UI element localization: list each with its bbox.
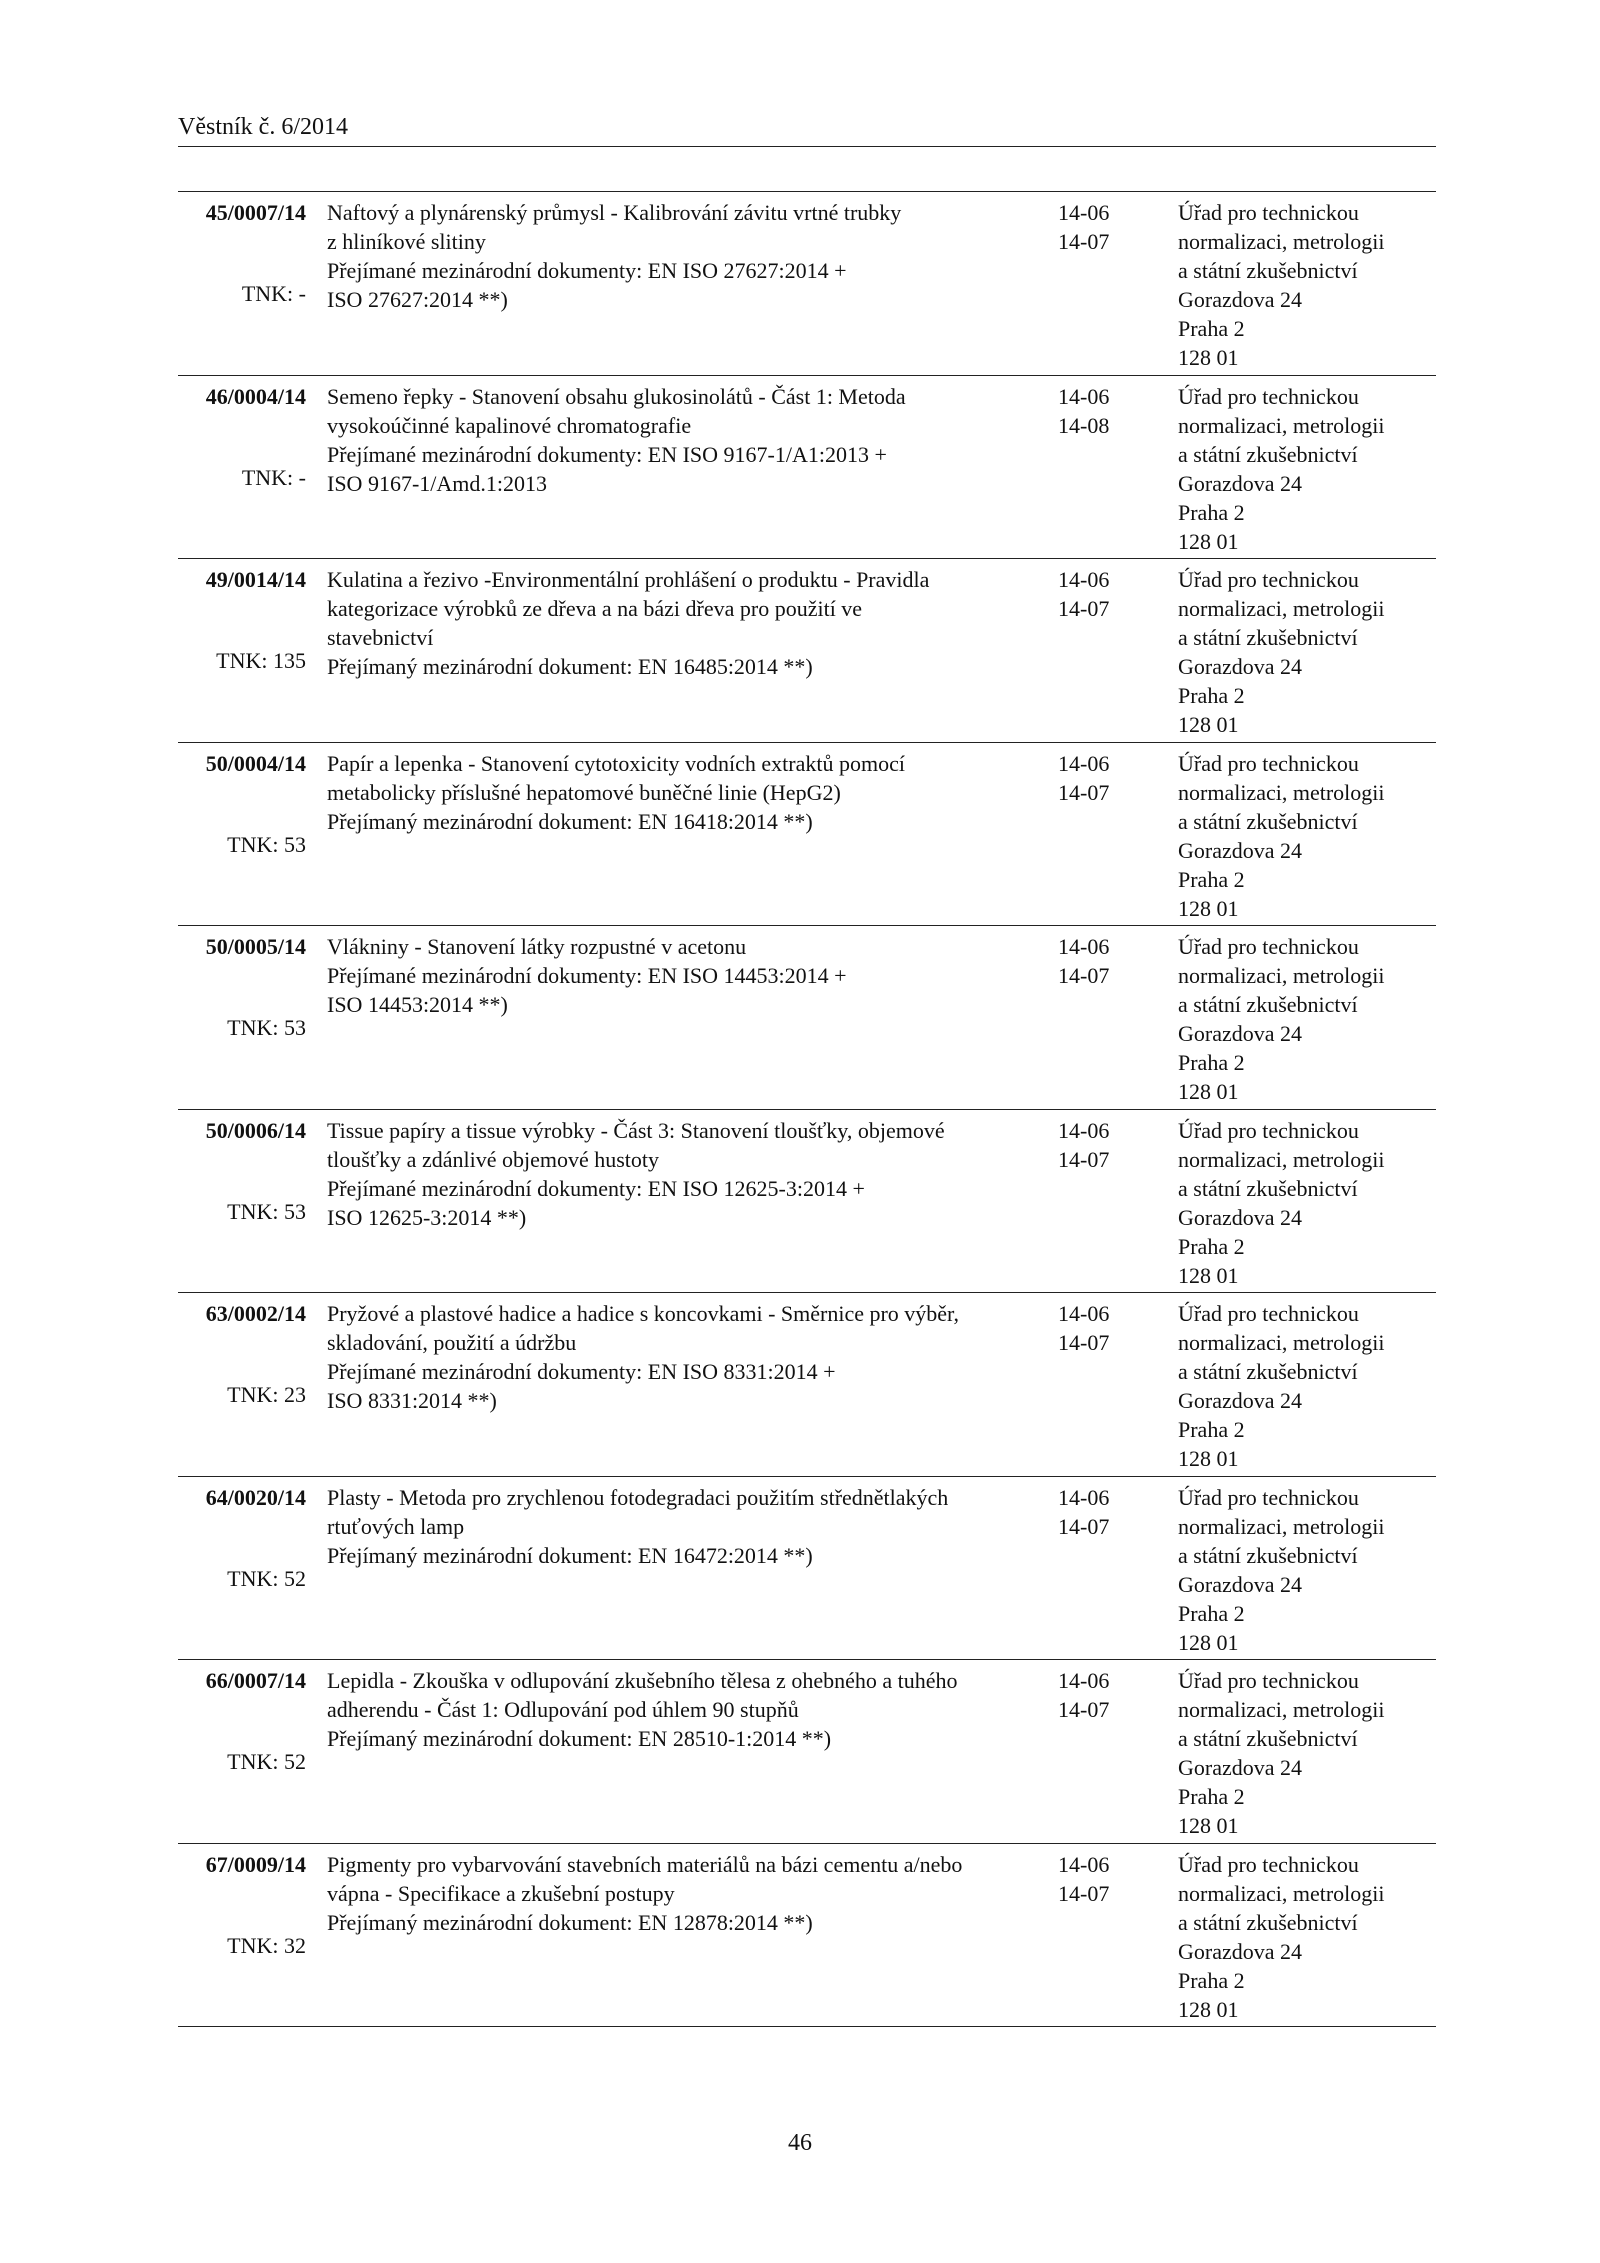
description-line: vápna - Specifikace a zkušební postupy	[327, 1880, 675, 1906]
description-line: adherendu - Část 1: Odlupování pod úhlem 90 stupňů	[327, 1697, 799, 1722]
table-row	[178, 192, 1436, 376]
issue-dates	[1058, 1850, 1138, 1908]
tnk-label: TNK: 135	[216, 648, 306, 673]
office-address-line: Gorazdova 24	[1178, 1938, 1303, 1964]
standard-description	[327, 382, 1027, 498]
description-line: Přejímaný mezinárodní dokument: EN 28510-1:2014 **)	[327, 1726, 832, 1751]
issue-date: 14-06	[1058, 1301, 1110, 1326]
description-line: Pigmenty pro vybarvování stavebních materiálů na bázi cementu a/nebo	[327, 1851, 963, 1877]
office-address	[1178, 1299, 1428, 1473]
tnk-label: TNK: 32	[227, 1932, 306, 1958]
office-address-line: Praha 2	[1178, 866, 1245, 892]
description-line: tloušťky a zdánlivé objemové hustoty	[327, 1146, 660, 1172]
description-line: Semeno řepky - Stanovení obsahu glukosinolátů - Část 1: Metoda	[327, 383, 906, 409]
office-address-line: Úřad pro technickou	[1178, 1668, 1359, 1693]
table-row	[178, 743, 1436, 927]
office-address-line: Úřad pro technickou	[1178, 934, 1359, 959]
office-address-line: 128 01	[1178, 528, 1239, 554]
issue-dates	[1058, 565, 1138, 623]
office-address	[1178, 565, 1428, 739]
description-line: Lepidla - Zkouška v odlupování zkušebního tělesa z ohebného a tuhého	[327, 1668, 958, 1693]
description-line: Přejímaný mezinárodní dokument: EN 16485:2014 **)	[327, 654, 813, 679]
standard-code: 45/0007/14	[205, 200, 306, 225]
office-address-line: Úřad pro technickou	[1178, 750, 1359, 776]
office-address-line: normalizaci, metrologii	[1178, 596, 1385, 621]
description-line: Vlákniny - Stanovení látky rozpustné v acetonu	[327, 934, 747, 959]
description-line: Plasty - Metoda pro zrychlenou fotodegradaci použitím střednětlakých	[327, 1484, 949, 1510]
office-address-line: Gorazdova 24	[1178, 1755, 1303, 1780]
description-line: skladování, použití a údržbu	[327, 1330, 577, 1355]
description-line: Přejímaný mezinárodní dokument: EN 12878:2014 **)	[327, 1909, 813, 1935]
issue-date: 14-07	[1058, 1513, 1110, 1539]
issue-dates	[1058, 1666, 1138, 1724]
issue-date: 14-07	[1058, 1880, 1110, 1906]
office-address-line: 128 01	[1178, 1629, 1239, 1655]
tnk-label: TNK: 53	[227, 1198, 306, 1224]
office-address-line: normalizaci, metrologii	[1178, 1330, 1385, 1355]
office-address-line: Praha 2	[1178, 683, 1245, 708]
description-line: Přejímaný mezinárodní dokument: EN 16418:2014 **)	[327, 808, 813, 834]
description-line: Přejímaný mezinárodní dokument: EN 16472:2014 **)	[327, 1542, 813, 1568]
standard-description	[327, 1116, 1027, 1232]
description-line: ISO 9167-1/Amd.1:2013	[327, 470, 547, 496]
issue-date: 14-07	[1058, 1330, 1110, 1355]
issue-date: 14-07	[1058, 779, 1110, 805]
issue-date: 14-06	[1058, 383, 1110, 409]
description-line: rtuťových lamp	[327, 1513, 465, 1539]
standard-description	[327, 1483, 1027, 1570]
office-address-line: Gorazdova 24	[1178, 470, 1303, 496]
office-address-line: a státní zkušebnictví	[1178, 1726, 1358, 1751]
issue-dates	[1058, 198, 1138, 256]
standard-description	[327, 932, 1027, 1019]
tnk-label: TNK: 23	[227, 1382, 306, 1407]
office-address-line: Praha 2	[1178, 316, 1245, 341]
issue-date: 14-07	[1058, 1146, 1110, 1172]
office-address-line: normalizaci, metrologii	[1178, 1880, 1385, 1906]
issue-date: 14-06	[1058, 567, 1110, 592]
issue-date: 14-06	[1058, 1851, 1110, 1877]
issue-date: 14-06	[1058, 750, 1110, 776]
issue-dates	[1058, 1299, 1138, 1357]
office-address	[1178, 1116, 1428, 1290]
tnk-label: TNK: 53	[227, 1015, 306, 1040]
office-address-line: a státní zkušebnictví	[1178, 625, 1358, 650]
office-address-line: normalizaci, metrologii	[1178, 963, 1385, 988]
tnk-label: TNK: -	[241, 281, 306, 306]
issue-date: 14-06	[1058, 200, 1110, 225]
standard-description	[327, 749, 1027, 836]
description-line: ISO 14453:2014 **)	[327, 992, 508, 1017]
table-row	[178, 559, 1436, 743]
office-address-line: a státní zkušebnictví	[1178, 808, 1358, 834]
standard-code: 66/0007/14	[205, 1668, 306, 1693]
office-address-line: a státní zkušebnictví	[1178, 1909, 1358, 1935]
description-line: z hliníkové slitiny	[327, 229, 486, 254]
office-address-line: Úřad pro technickou	[1178, 1117, 1359, 1143]
office-address-line: Praha 2	[1178, 1233, 1245, 1259]
office-address	[1178, 1850, 1428, 2024]
standard-code: 64/0020/14	[205, 1484, 306, 1510]
issue-dates	[1058, 1116, 1138, 1174]
description-line: metabolicky příslušné hepatomové buněčné linie (HepG2)	[327, 779, 841, 805]
office-address-line: Gorazdova 24	[1178, 1204, 1303, 1230]
description-line: Přejímané mezinárodní dokumenty: EN ISO 27627:2014 +	[327, 258, 847, 283]
office-address-line: 128 01	[1178, 1813, 1239, 1838]
description-line: Papír a lepenka - Stanovení cytotoxicity vodních extraktů pomocí	[327, 750, 905, 776]
description-line: Kulatina a řezivo -Environmentální prohlášení o produktu - Pravidla	[327, 567, 930, 592]
office-address-line: Gorazdova 24	[1178, 1388, 1303, 1413]
table-row	[178, 1110, 1436, 1294]
table-row	[178, 1660, 1436, 1844]
office-address-line: Gorazdova 24	[1178, 1571, 1303, 1597]
description-line: ISO 8331:2014 **)	[327, 1388, 497, 1413]
office-address-line: 128 01	[1178, 1446, 1239, 1471]
description-line: stavebnictví	[327, 625, 434, 650]
office-address	[1178, 749, 1428, 923]
office-address	[1178, 932, 1428, 1106]
office-address-line: 128 01	[1178, 1996, 1239, 2022]
office-address	[1178, 1483, 1428, 1657]
issue-dates	[1058, 1483, 1138, 1541]
standard-description	[327, 198, 1027, 314]
description-line: ISO 27627:2014 **)	[327, 287, 508, 312]
issue-date: 14-06	[1058, 1484, 1110, 1510]
standard-code: 46/0004/14	[205, 383, 306, 409]
office-address-line: Gorazdova 24	[1178, 1021, 1303, 1046]
issue-dates	[1058, 932, 1138, 990]
office-address-line: normalizaci, metrologii	[1178, 1697, 1385, 1722]
office-address-line: normalizaci, metrologii	[1178, 1513, 1385, 1539]
table-row	[178, 1293, 1436, 1477]
description-line: Přejímané mezinárodní dokumenty: EN ISO 8331:2014 +	[327, 1359, 836, 1384]
office-address-line: Gorazdova 24	[1178, 287, 1303, 312]
office-address-line: Úřad pro technickou	[1178, 1484, 1359, 1510]
description-line: ISO 12625-3:2014 **)	[327, 1204, 527, 1230]
description-line: vysokoúčinné kapalinové chromatografie	[327, 412, 692, 438]
standard-description	[327, 1299, 1027, 1415]
office-address-line: 128 01	[1178, 345, 1239, 370]
issue-date: 14-07	[1058, 596, 1110, 621]
tnk-label: TNK: 53	[227, 831, 306, 857]
table-row	[178, 1844, 1436, 2028]
journal-title: Věstník č. 6/2014	[178, 114, 348, 140]
issue-date: 14-08	[1058, 412, 1110, 438]
standard-code: 63/0002/14	[205, 1301, 306, 1326]
office-address-line: 128 01	[1178, 1079, 1239, 1104]
office-address-line: a státní zkušebnictví	[1178, 1359, 1358, 1384]
office-address-line: a státní zkušebnictví	[1178, 258, 1358, 283]
office-address-line: Praha 2	[1178, 1967, 1245, 1993]
issue-dates	[1058, 749, 1138, 807]
office-address-line: Praha 2	[1178, 1417, 1245, 1442]
office-address-line: Úřad pro technickou	[1178, 1851, 1359, 1877]
standard-code: 50/0006/14	[205, 1117, 306, 1143]
standards-table	[178, 191, 1436, 2027]
description-line: Přejímané mezinárodní dokumenty: EN ISO 14453:2014 +	[327, 963, 847, 988]
table-row	[178, 926, 1436, 1110]
description-line: Naftový a plynárenský průmysl - Kalibrování závitu vrtné trubky	[327, 200, 902, 225]
description-line: Přejímané mezinárodní dokumenty: EN ISO 9167-1/A1:2013 +	[327, 441, 887, 467]
office-address-line: Úřad pro technickou	[1178, 200, 1359, 225]
issue-date: 14-07	[1058, 963, 1110, 988]
office-address-line: Gorazdova 24	[1178, 837, 1303, 863]
issue-date: 14-07	[1058, 1697, 1110, 1722]
issue-date: 14-06	[1058, 934, 1110, 959]
page-number: 46	[788, 2130, 812, 2156]
office-address-line: a státní zkušebnictví	[1178, 441, 1358, 467]
office-address-line: 128 01	[1178, 712, 1239, 737]
table-row	[178, 376, 1436, 560]
office-address-line: 128 01	[1178, 895, 1239, 921]
description-line: kategorizace výrobků ze dřeva a na bázi dřeva pro použití ve	[327, 596, 863, 621]
standard-code: 49/0014/14	[205, 567, 306, 592]
office-address-line: Praha 2	[1178, 1784, 1245, 1809]
office-address-line: Úřad pro technickou	[1178, 383, 1359, 409]
office-address-line: Úřad pro technickou	[1178, 567, 1359, 592]
standard-description	[327, 1850, 1027, 1937]
issue-date: 14-06	[1058, 1668, 1110, 1693]
office-address	[1178, 198, 1428, 372]
office-address-line: normalizaci, metrologii	[1178, 779, 1385, 805]
standard-description	[327, 1666, 1027, 1753]
office-address-line: normalizaci, metrologii	[1178, 229, 1385, 254]
description-line: Tissue papíry a tissue výrobky - Část 3: Stanovení tloušťky, objemové	[327, 1117, 945, 1143]
standard-code: 67/0009/14	[205, 1851, 306, 1877]
office-address-line: a státní zkušebnictví	[1178, 1175, 1358, 1201]
office-address-line: Praha 2	[1178, 1050, 1245, 1075]
office-address	[1178, 382, 1428, 556]
office-address-line: Praha 2	[1178, 499, 1245, 525]
office-address-line: 128 01	[1178, 1262, 1239, 1288]
standard-code: 50/0005/14	[205, 934, 306, 959]
office-address-line: Praha 2	[1178, 1600, 1245, 1626]
issue-date: 14-07	[1058, 229, 1110, 254]
standard-description	[327, 565, 1027, 681]
office-address-line: Úřad pro technickou	[1178, 1301, 1359, 1326]
office-address-line: normalizaci, metrologii	[1178, 412, 1385, 438]
description-line: Přejímané mezinárodní dokumenty: EN ISO 12625-3:2014 +	[327, 1175, 865, 1201]
office-address-line: normalizaci, metrologii	[1178, 1146, 1385, 1172]
tnk-label: TNK: -	[241, 464, 306, 490]
issue-dates	[1058, 382, 1138, 440]
issue-date: 14-06	[1058, 1117, 1110, 1143]
tnk-label: TNK: 52	[227, 1749, 306, 1774]
table-row	[178, 1477, 1436, 1661]
description-line: Pryžové a plastové hadice a hadice s koncovkami - Směrnice pro výběr,	[327, 1301, 960, 1326]
office-address	[1178, 1666, 1428, 1840]
page-header	[178, 112, 1436, 147]
office-address-line: a státní zkušebnictví	[1178, 1542, 1358, 1568]
tnk-label: TNK: 52	[227, 1565, 306, 1591]
office-address-line: a státní zkušebnictví	[1178, 992, 1358, 1017]
standard-code: 50/0004/14	[205, 750, 306, 776]
office-address-line: Gorazdova 24	[1178, 654, 1303, 679]
